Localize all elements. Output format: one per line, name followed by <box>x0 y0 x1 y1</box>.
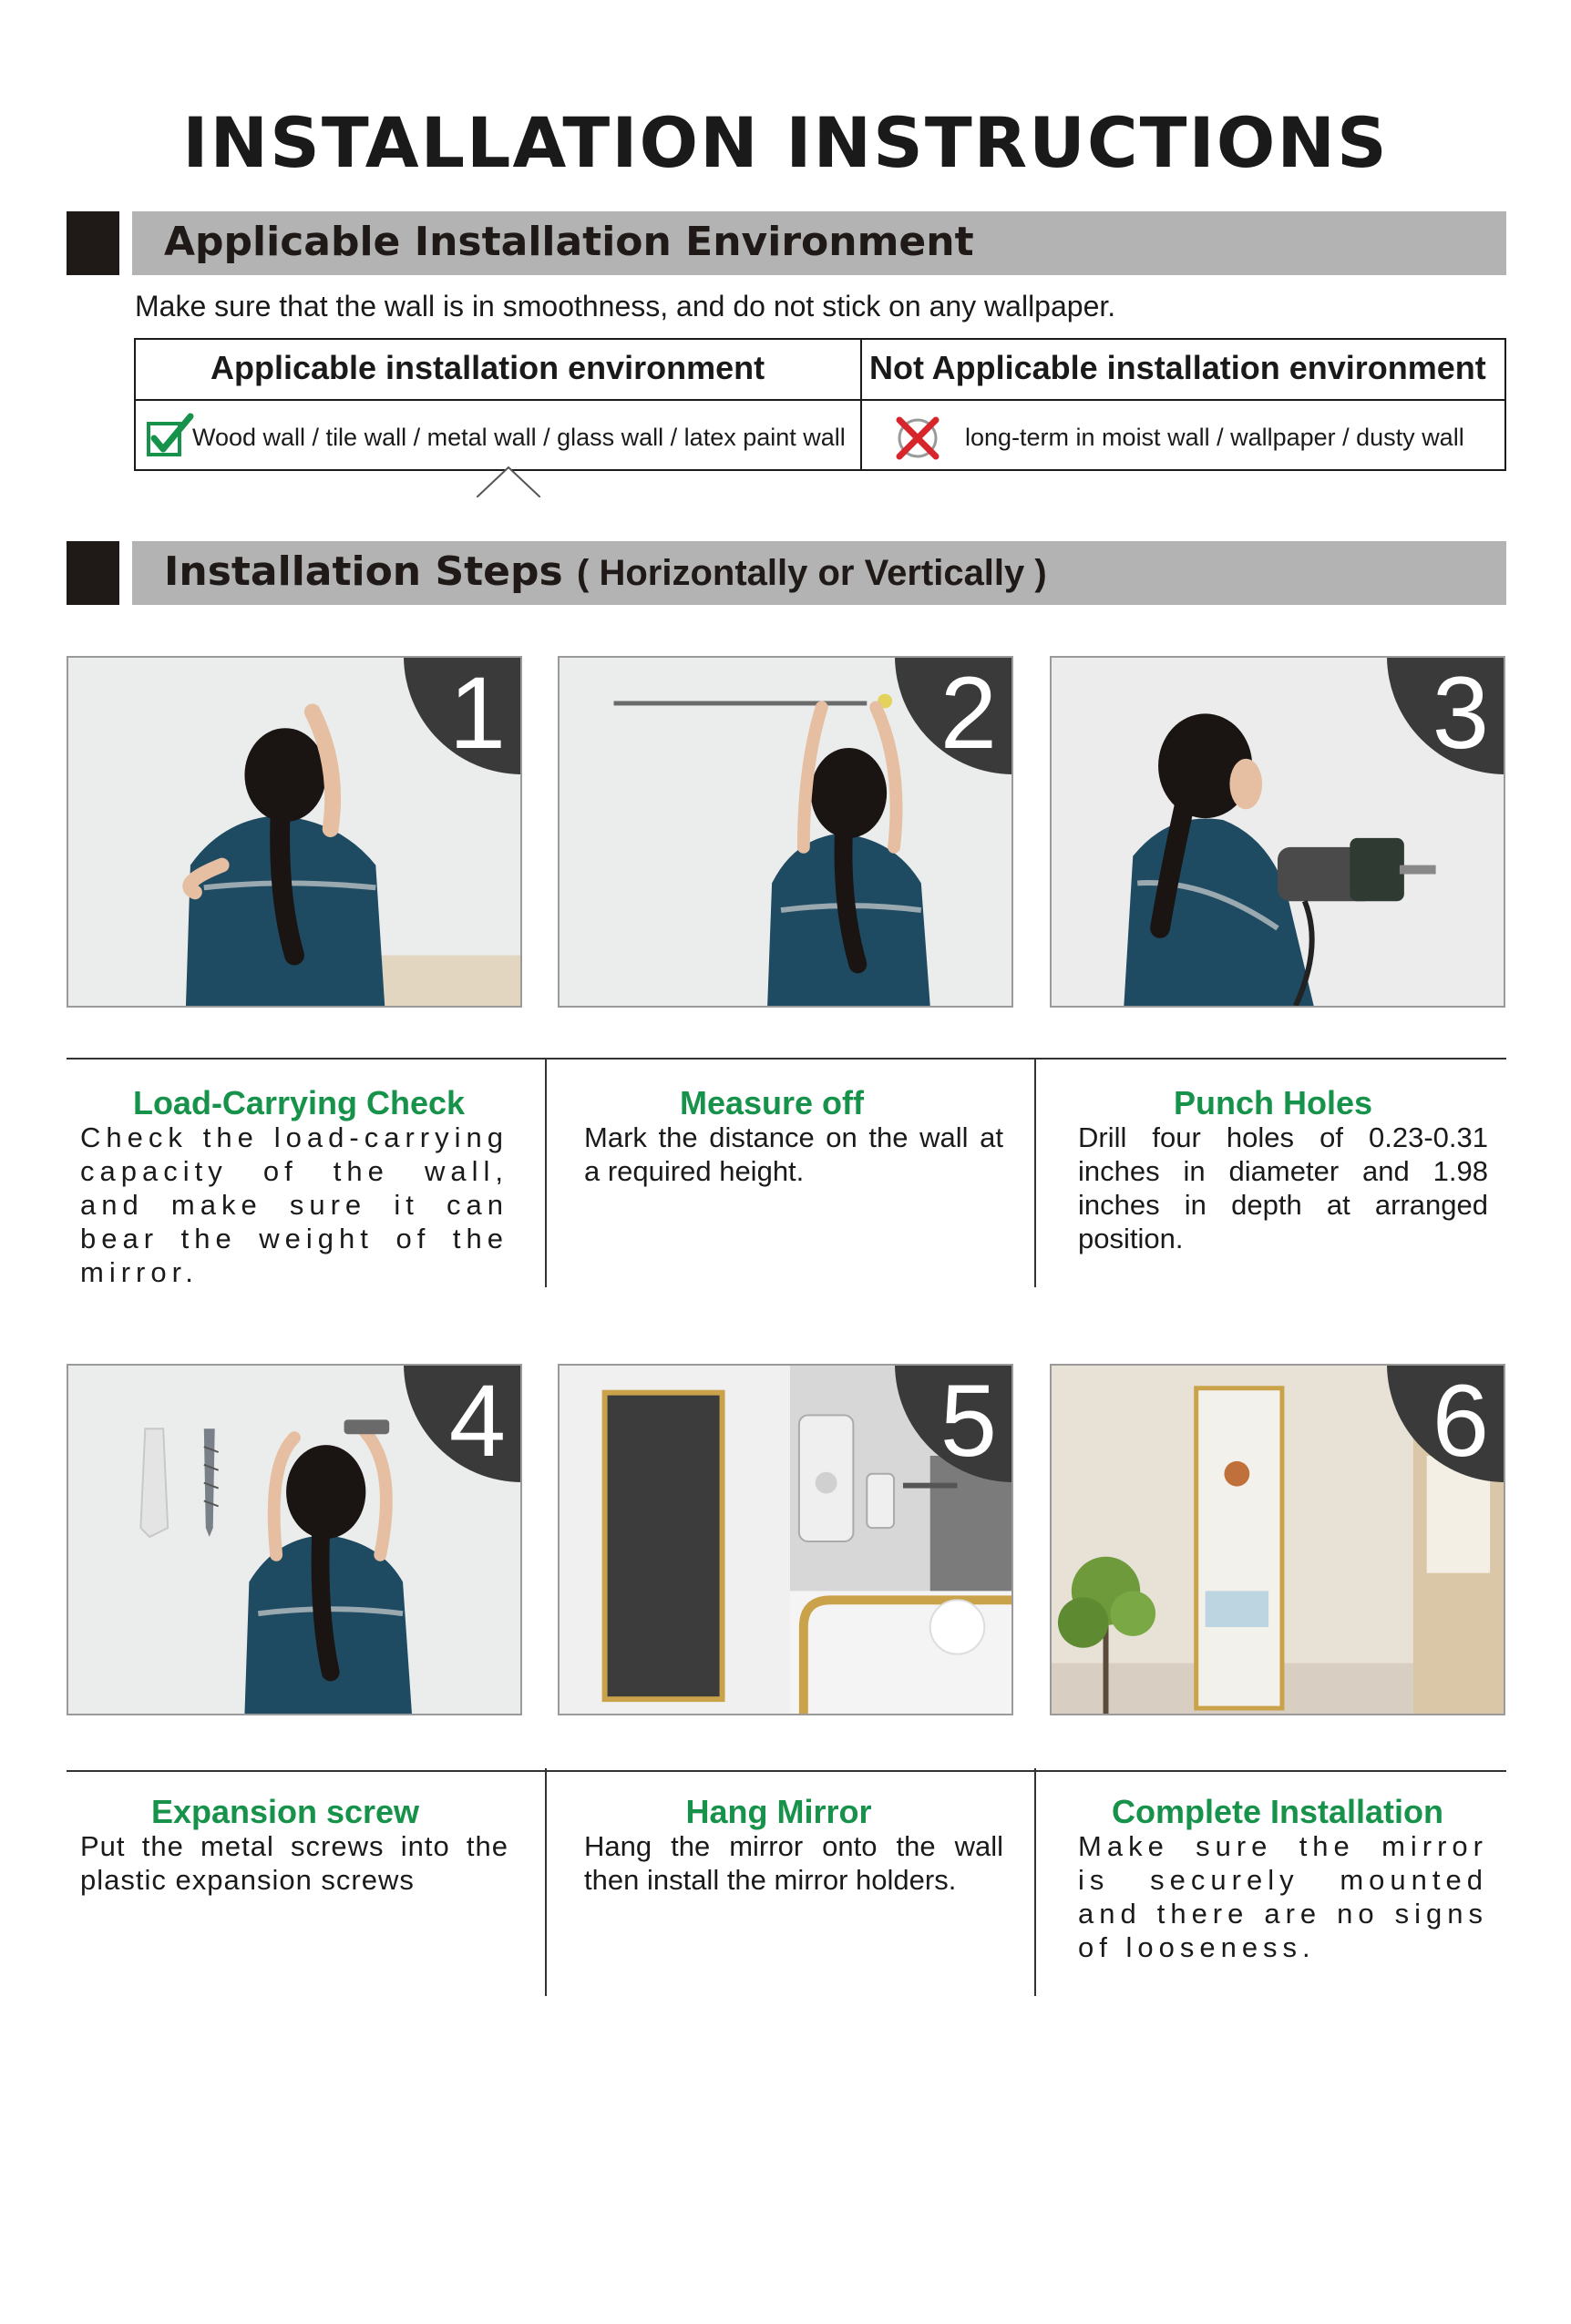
step-badge: 4 <box>404 1364 522 1482</box>
applicable-items: Wood wall / tile wall / metal wall / glass wall / latex paint wall <box>192 424 846 451</box>
step-badge: 5 <box>895 1364 1013 1482</box>
step-5-title: Hang Mirror <box>685 1793 872 1830</box>
section-heading-steps <box>164 548 1047 595</box>
column-divider <box>1034 1060 1036 1287</box>
step-6-desc: Make sure the mirror is securely mounted and there are no signs of looseness. <box>1078 1830 1488 1963</box>
step-3-photo <box>1050 656 1505 1008</box>
row-divider <box>67 1770 1506 1772</box>
cross-icon <box>892 413 943 464</box>
section-marker <box>67 211 119 275</box>
section-marker <box>67 541 119 605</box>
steps-subheading: ( Horizontally or Vertically ) <box>577 553 1047 593</box>
step-2-photo <box>558 656 1013 1008</box>
step-5-photo <box>558 1364 1013 1715</box>
pointer-triangle-icon <box>477 466 540 497</box>
column-divider <box>545 1768 547 1996</box>
step-3-desc: Drill four holes of 0.23-0.31 inches in diameter and 1.98 inches in depth at arranged position. <box>1078 1121 1488 1254</box>
page-title: INSTALLATION INSTRUCTIONS <box>182 102 1389 183</box>
step-2-desc: Mark the distance on the wall at a required height. <box>584 1121 1003 1187</box>
step-2-title: Measure off <box>679 1084 865 1121</box>
step-5-desc: Hang the mirror onto the wall then install the mirror holders. <box>584 1830 1003 1896</box>
checkmark-icon <box>145 411 196 462</box>
step-6-photo <box>1050 1364 1505 1715</box>
section-heading-environment: Applicable Installation Environment <box>164 219 974 265</box>
step-badge: 3 <box>1387 656 1505 774</box>
column-divider <box>545 1060 547 1287</box>
not-applicable-header: Not Applicable installation environment <box>869 349 1486 386</box>
not-applicable-items: long-term in moist wall / wallpaper / dusty wall <box>965 424 1464 451</box>
step-1-title: Load-Carrying Check <box>132 1084 466 1121</box>
step-6-title: Complete Installation <box>1111 1793 1444 1830</box>
step-1-desc: Check the load-carrying capacity of the wall, and make sure it can bear the weight of the mirror. <box>80 1121 508 1288</box>
table-divider <box>860 340 862 469</box>
row-divider <box>67 1058 1506 1060</box>
environment-table <box>134 338 1506 471</box>
step-4-title: Expansion screw <box>150 1793 420 1830</box>
step-1-photo <box>67 656 522 1008</box>
step-4-photo <box>67 1364 522 1715</box>
steps-heading: Installation Steps <box>164 548 563 595</box>
environment-note: Make sure that the wall is in smoothness, and do not stick on any wallpaper. <box>135 290 1116 322</box>
table-divider <box>136 399 1504 401</box>
step-badge: 6 <box>1387 1364 1505 1482</box>
column-divider <box>1034 1768 1036 1996</box>
step-3-title: Punch Holes <box>1173 1084 1373 1121</box>
step-badge: 2 <box>895 656 1013 774</box>
step-4-desc: Put the metal screws into the plastic expansion screws <box>80 1830 508 1896</box>
applicable-header: Applicable installation environment <box>210 349 765 386</box>
step-badge: 1 <box>404 656 522 774</box>
